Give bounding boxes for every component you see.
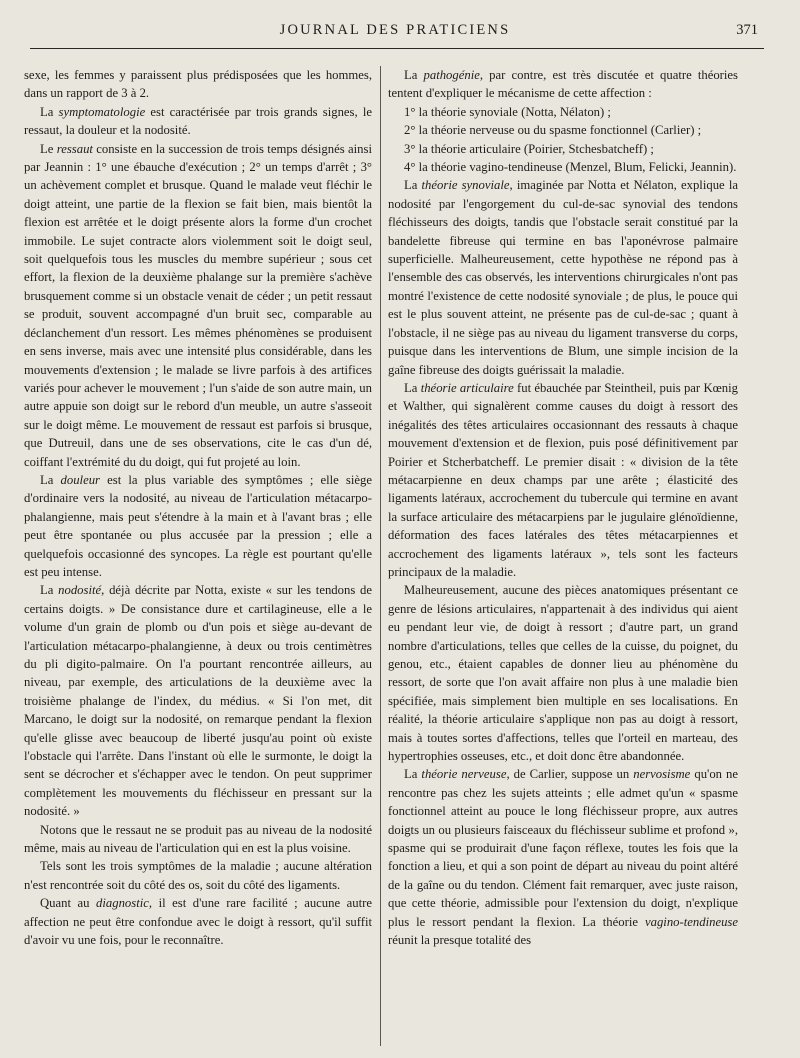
paragraph xyxy=(24,103,372,140)
paragraph xyxy=(24,857,372,894)
text-run: , par contre, est très discutée et quatre théories tentent d'expliquer le mécanisme de cette affection : xyxy=(388,68,738,101)
text-run: La xyxy=(404,380,421,395)
text-run: La xyxy=(404,68,424,82)
paragraph xyxy=(24,140,372,471)
right-column xyxy=(388,66,738,1046)
paragraph xyxy=(24,894,372,949)
text-run: sexe, les femmes y paraissent plus prédisposées que les hommes, dans un rapport de 3 à 2. xyxy=(24,68,372,101)
text-run: La xyxy=(40,583,59,598)
column-divider xyxy=(380,66,381,1046)
text-run: consiste en la succession de trois temps désignés ainsi par Jeannin : 1° une ébauche d'exécution ; 2° un temps d'arrêt ; 3° un achèvement complet et brusque. Quand le malade veut fléchir le doigt atteint, une partie de la flexion se fait bien, mais bientôt la flexion est arrêtée et le doigt présente alors la forme d'un crochet immobile. Le sujet contracte alors violemment soit le doigt seul, soit quelquefois tous les muscles du membre supérieur ; sous cet effort, la flexion de la deuxième phalange sur la première s'achève brusquement comme si un obstacle venait de céder ; un petit ressaut se produit, souvent accompagné d'un bruit sec, comparable au déclanchement d'un ressort. Les mêmes phénomènes se produisent en sens inverse, mais avec une intensité plus considérable, dans les mouvements d'extension ; le malade se livre parfois à des artifices variés pour achever le mouvement ; l'un s'aide de son autre main, un autre appuie son doigt sur le rebord d'un meuble, un autre s'asseoit sur le doigt même. Le mouvement de ressaut est parfois si brusque, que Dutreuil, dans une de ses observations, cite le cas d'un dé, coiffant l'extrémité du du doigt, qui fut projeté au loin. xyxy=(24,141,372,469)
text-run: 2° la théorie nerveuse ou du spasme fonctionnel (Carlier) ; xyxy=(404,123,702,138)
paragraph xyxy=(388,121,738,139)
text-run: , il est d'une rare facilité ; aucune autre affection ne peut être confondue avec le doigt à ressort, qu'il suffit d'avoir vu une fois, pour le reconnaître. xyxy=(24,896,372,948)
text-run: Tels sont les trois symptômes de la maladie ; aucune altération n'est rencontrée soit du côté des os, soit du côté des ligaments. xyxy=(24,859,372,892)
journal-title: JOURNAL DES PRATICIENS xyxy=(279,22,511,38)
text-run: , de Carlier, suppose un xyxy=(506,767,634,782)
italic-term: nodosité xyxy=(58,583,102,598)
text-run: La xyxy=(404,767,422,782)
running-header xyxy=(28,20,762,44)
paragraph xyxy=(388,103,738,121)
text-run: , imaginée par Notta et Nélaton, explique la nodosité par l'engorgement du cul-de-sac synovial des tendons fléchisseurs des doigts, tandis que l'obstacle serait constitué par la bandelette fibreuse qui termine en bas l'aponévrose palmaire superficielle. Malheureusement, cette hypothèse ne répond pas à l'ensemble des cas observés, les interventions chirurgicales n'ont pas montré l'existence de cette nodosité synoviale ; de plus, le pouce qui est le plus souvent atteint, ne présente pas de cul-de-sac ; quant à l'obstacle, il ne siège pas au niveau du ligament transverse du corps, puisque dans les interventions de Blum, une simple incision de la gaîne fibreuse des doigts guérissait la maladie. xyxy=(388,178,738,377)
italic-term: théorie synoviale xyxy=(421,178,510,193)
italic-term: nervosisme xyxy=(633,767,691,782)
text-run: La xyxy=(40,472,61,487)
italic-term: théorie articulaire xyxy=(420,380,514,395)
italic-term: symptomatologie xyxy=(58,104,146,119)
text-run: réunit la presque totalité des xyxy=(388,933,532,948)
text-run: Malheureusement, aucune des pièces anatomiques présentant ce genre de lésions articulaires, n'appartenait à des individus qui aient eu pendant leur vie, de doigt à ressort ; d'autre part, un grand nombre d'articulations, telles que celles de la cuisse, du poignet, du genou, etc., étaient capables de donner lieu au phénomène du ressort, de sorte que l'on avait affaire non plus à une maladie bien spécifiée, mais simplement bien multiple en ses localisations. En réalité, la théorie articulaire s'applique non pas au doigt à ressort, mais à toutes sortes d'affections, telles que l'orteil en marteau, des hypertrophies osseuses, etc., et doit donc être abandonnée. xyxy=(388,583,738,764)
paragraph xyxy=(388,66,738,103)
text-run: 4° la théorie vagino-tendineuse (Menzel, Blum, Felicki, Jeannin). xyxy=(404,160,737,175)
paragraph xyxy=(388,158,738,176)
paragraph xyxy=(388,765,738,949)
paragraph xyxy=(24,66,372,103)
page-number: 371 xyxy=(736,22,758,38)
italic-term: pathogénie xyxy=(423,68,480,82)
text-run: , déjà décrite par Notta, existe « sur les tendons de certains doigts. » De consistance dure et cartilagineuse, elle a le volume d'un grain de plomb ou d'un pois et siège au-devant de l'articulation métacarpo-phalangienne, à deux ou trois centimètres du pli digito-palmaire. On l'a pourtant rencontrée ailleurs, au niveau, par exemple, des articulations de la deuxième avec la troisième phalange de l'index, du médius. « Si l'on met, dit Marcano, le doigt sur la nodosité, on remarque pendant la flexion qu'elle glisse avec beaucoup de liberté jusqu'au point où existe l'obstacle qui l'arrête. Dans l'instant où elle le surmonte, le doigt la sent se décrocher et s'échapper avec le tendon. On peut supprimer complètement les mouvements du fléchisseur en pressant sur la nodosité. » xyxy=(24,583,372,819)
text-run: La xyxy=(404,178,422,193)
paragraph xyxy=(388,176,738,378)
text-run: 1° la théorie synoviale (Notta, Nélaton) ; xyxy=(404,104,611,119)
text-run: La xyxy=(40,104,59,119)
italic-term: douleur xyxy=(60,472,100,487)
text-run: 3° la théorie articulaire (Poirier, Stchesbatcheff) ; xyxy=(404,141,654,156)
text-run: Le xyxy=(40,141,57,156)
text-run: fut ébauchée par Steintheil, puis par Kœnig et Walther, qui signalèrent comme causes du doigt à ressort des inégalités des têtes articulaires occasionnant des ressauts à chaque mouvement d'extension et de flexion, puis posé définitivement par Poirier et Stcherbatcheff. Le premier disait : « division de la tête métacarpienne en deux champs par une arête ; élasticité des ligaments latéraux, accrochement du tubercule qui termine en avant la surface articulaire des métacarpiens par le jugulaire glénoïdienne, déformation des faces latérales des têtes métacarpiennes et accrochement des ligaments latéraux », tels sont les facteurs principaux de la maladie. xyxy=(388,380,738,579)
text-run: Notons que le ressaut ne se produit pas au niveau de la nodosité même, mais au niveau de l'articulation qui en est la plus voisine. xyxy=(24,822,372,856)
italic-term: théorie nerveuse xyxy=(421,767,507,782)
text-run: Quant au xyxy=(40,896,97,911)
text-run: est caractérisée par trois grands signes, le ressaut, la douleur et la nodosité. xyxy=(24,104,372,138)
paragraph xyxy=(388,140,738,158)
italic-term: ressaut xyxy=(56,141,93,156)
text-run: qu'on ne rencontre pas chez les sujets atteints ; elle admet qu'un « spasme fonctionnel atteint au pouce le long fléchisseur propre, aux autres doigts un ou plusieurs faisceaux du fléchisseur sublime et profond », spasme qui se produirait d'une façon réflexe, toutes les fois que la fonction a lieu, et qui a son point de départ au niveau du point altéré de la gaîne ou du tendon. Clément fait remarquer, avec juste raison, que cette théorie, admissible pour l'extension du doigt, n'explique plus le ressort pendant la flexion. La théorie xyxy=(388,767,738,929)
paragraph xyxy=(24,471,372,581)
paragraph xyxy=(388,581,738,765)
paragraph xyxy=(24,581,372,820)
text-run: est la plus variable des symptômes ; elle siège d'ordinaire vers la nodosité, au niveau de l'articulation métacarpo-phalangienne, mais peut s'étendre à la main et à l'avant bras ; elle peut être spontanée ou plus accusée par la pression ; elle a quelquefois occasionné des syncopes. La règle est pourtant qu'elle est peu intense. xyxy=(24,472,372,579)
italic-term: diagnostic xyxy=(96,896,149,911)
paragraph xyxy=(388,379,738,581)
left-column xyxy=(24,66,372,1046)
header-rule xyxy=(30,48,764,49)
paragraph xyxy=(24,821,372,858)
italic-term: vagino-tendineuse xyxy=(644,914,738,929)
